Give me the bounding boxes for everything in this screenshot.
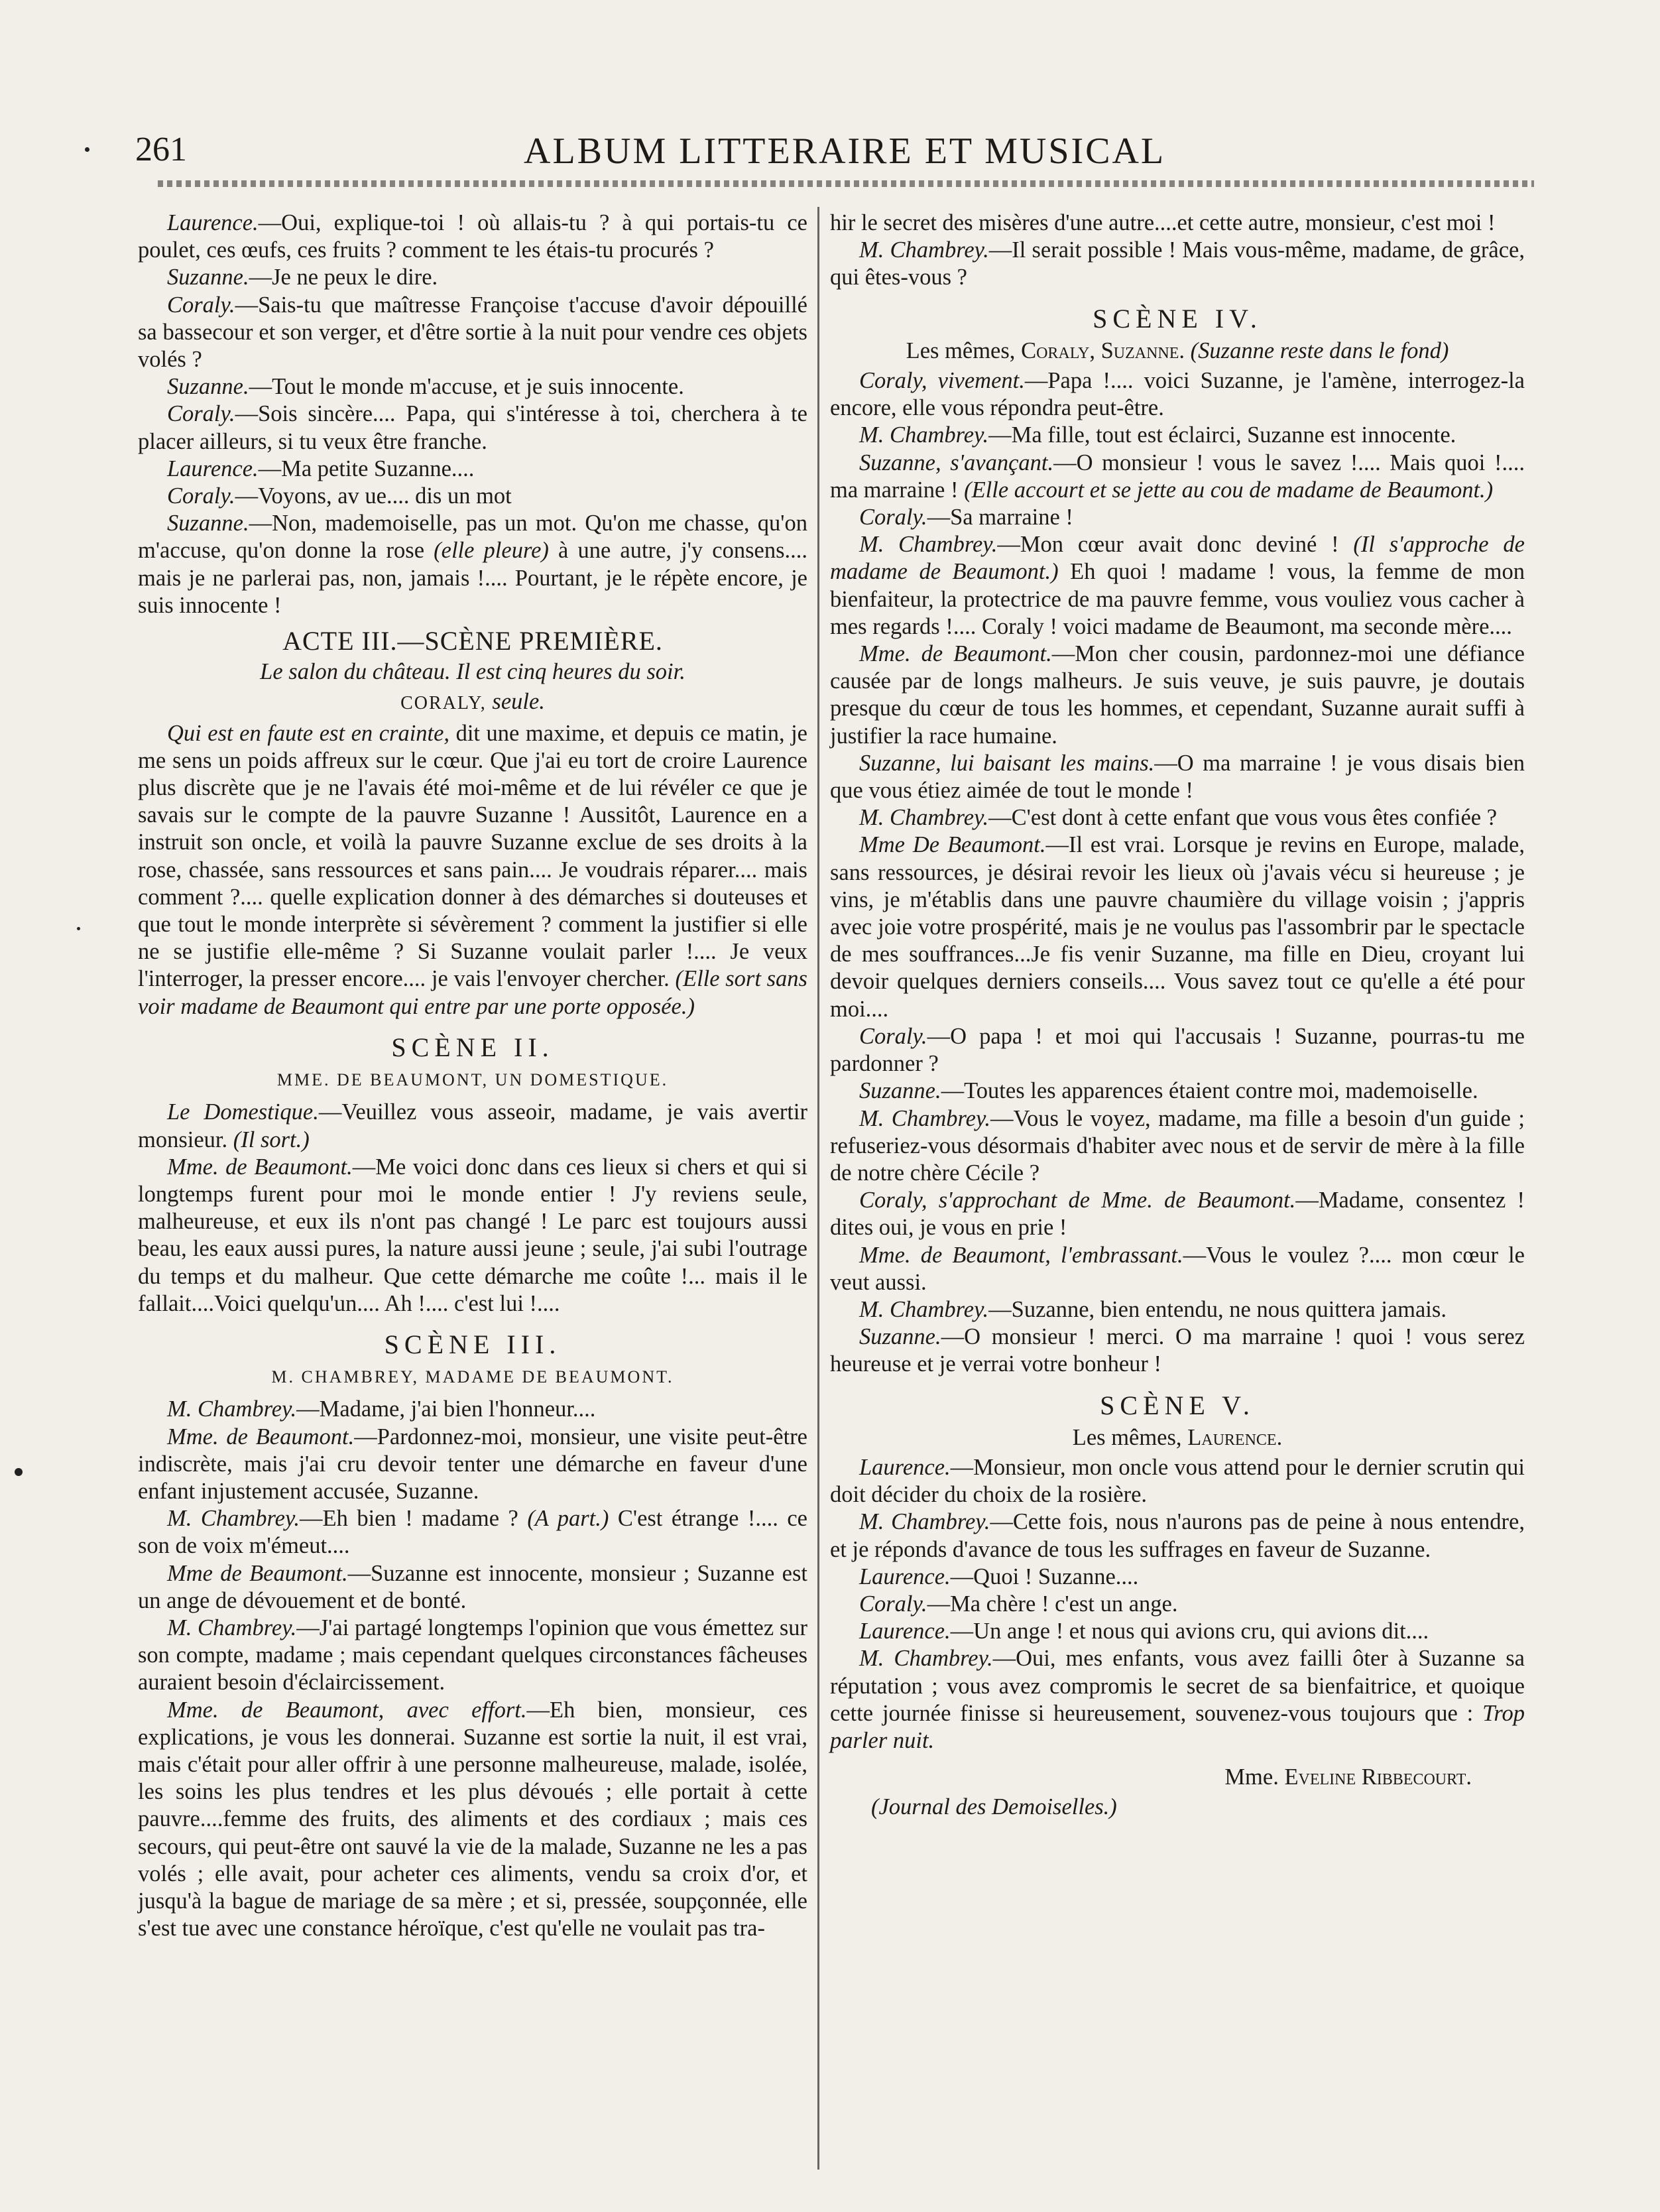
speech: —Ma fille, tout est éclairci, Suzanne est innocente. [988, 422, 1456, 448]
scene-cast: MME. DE BEAUMONT, UN DOMESTIQUE. [276, 1070, 669, 1090]
speaker: M. Chambrey. [167, 1396, 297, 1422]
dialogue-line [830, 1618, 1525, 1645]
speech: —Il est vrai. Lorsque je revins en Europe, malade, sans ressources, je désirai revoir les lieux où j'avais vécu si heureuse ; je vins, je m'établis dans une pauvre chaumière du village voisin ; j'appris avec joie votre prospérité, mais je ne voulus pas l'assombrir par le spectacle de mes souffrances...Je fis venir Suzanne, ma fille en Dieu, croyant lui devoir quelques derniers conseils.... Vous savez tout ce qu'elle a été pour moi.... [830, 832, 1525, 1022]
speech: —Ma petite Suzanne.... [258, 456, 475, 481]
speaker: Le Domestique. [167, 1099, 319, 1125]
author-title: Mme. [1224, 1764, 1285, 1790]
speech: —Oui, explique-toi ! où allais-tu ? à qui portais-tu ce poulet, ces œufs, ces fruits ? comment te les étais-tu procurés ? [138, 210, 807, 263]
stage-direction: (Elle sort sans voir madame de Beaumont qui entre par une porte opposée.) [138, 966, 807, 1019]
speech: —O monsieur ! vous le savez !.... Mais quoi !.... ma marraine ! [830, 450, 1525, 503]
dialogue-line [830, 1077, 1525, 1105]
speaker: M. Chambrey. [859, 532, 998, 558]
continued-text: hir le secret des misères d'une autre....et cette autre, monsieur, c'est moi ! [830, 210, 1496, 235]
dialogue-line [138, 510, 807, 619]
speech: —Sais-tu que maîtresse Françoise t'accuse d'avoir dépouillé sa bassecour et son verger, et d'être sortie à la nuit pour vendre ces objets volés ? [138, 292, 807, 373]
speech: —Suzanne est innocente, monsieur ; Suzanne est un ange de dévouement et de bonté. [138, 1560, 807, 1613]
speaker: Laurence. [859, 1454, 951, 1480]
dialogue-line [830, 1242, 1525, 1296]
right-column [830, 210, 1525, 1821]
dialogue-line [830, 422, 1525, 449]
speech: —Eh bien ! madame ? [300, 1506, 528, 1532]
dialogue-line [138, 1615, 807, 1697]
act-cast [138, 688, 807, 717]
dialogue-line [830, 1023, 1525, 1077]
speaker: Laurence. [859, 1619, 951, 1644]
speaker: Coraly. [167, 483, 235, 509]
dialogue-line [830, 641, 1525, 750]
stage-direction: (Il sort.) [233, 1127, 310, 1152]
scene-heading: SCÈNE V. [1100, 1390, 1255, 1420]
speaker: Suzanne. [859, 1324, 941, 1350]
speech: —Sois sincère.... Papa, qui s'intéresse à toi, cherchera à te placer ailleurs, si tu veux être franche. [138, 401, 807, 454]
speech: —Mon cœur avait donc deviné ! [997, 532, 1354, 558]
dialogue-line [830, 750, 1525, 804]
speech: —Vous le voulez ?.... mon cœur le veut aussi. [830, 1242, 1525, 1295]
cast-prefix: Les mêmes, [1072, 1424, 1188, 1450]
dialogue-line [830, 1187, 1525, 1241]
column-divider [817, 207, 819, 2170]
dialogue-line [138, 1505, 807, 1560]
speech: —Un ange ! et nous qui avions cru, qui avions dit.... [950, 1619, 1429, 1644]
speech: —Sa marraine ! [927, 505, 1073, 530]
ink-speck [15, 1468, 23, 1476]
source-credit: (Journal des Demoiselles.) [871, 1794, 1117, 1820]
dialogue-line [830, 1105, 1525, 1188]
speaker: Laurence. [859, 1564, 951, 1589]
page-number: 261 [135, 131, 187, 168]
scene-heading: SCÈNE III. [384, 1329, 562, 1359]
speech: —Non, mademoiselle, pas un mot. Qu'on me chasse, qu'on m'accuse, qu'on donne la rose [138, 511, 807, 564]
act-setting: Le salon du château. Il est cinq heures du soir. [260, 659, 685, 685]
speaker: Coraly. [859, 505, 927, 530]
speech: —O papa ! et moi qui l'accusais ! Suzanne, pourras-tu me pardonner ? [830, 1023, 1525, 1077]
stage-direction: (elle pleure) [434, 538, 549, 564]
dialogue-line [138, 292, 807, 374]
speech: C'est étrange !.... ce son de voix m'émeut.... [138, 1506, 807, 1559]
cast-name: CORALY, [400, 693, 487, 714]
speech: —Quoi ! Suzanne.... [950, 1564, 1139, 1589]
running-title: ALBUM LITTERAIRE ET MUSICAL [524, 131, 1166, 172]
speech: —Suzanne, bien entendu, ne nous quittera jamais. [988, 1296, 1447, 1322]
dialogue-line [830, 1508, 1525, 1563]
author-name: Eveline Ribbecourt. [1284, 1764, 1472, 1790]
dialogue-line [830, 504, 1525, 531]
scene-heading: SCÈNE II. [391, 1032, 554, 1062]
speech: —C'est dont à cette enfant que vous vous êtes confiée ? [988, 805, 1498, 831]
dialogue-line [138, 373, 807, 400]
speaker: Coraly. [859, 1023, 927, 1049]
dialogue-line [138, 1424, 807, 1506]
dialogue-line [830, 1454, 1525, 1508]
speech: —Papa !.... voici Suzanne, je l'amène, interrogez-la encore, elle vous répondra peut-être. [830, 368, 1525, 421]
speech: à une autre, j'y consens.... mais je ne parlerai pas, non, jamais !.... Pourtant, je le répète encore, je suis innocente ! [138, 538, 808, 618]
ink-speck [85, 147, 89, 152]
speech: —Je ne peux le dire. [249, 265, 438, 290]
dialogue-line [138, 1154, 807, 1318]
speech: —Pardonnez-moi, monsieur, une visite peut-être indiscrète, mais j'ai cru devoir tenter une démarche en faveur d'une enfant injustement accusée, Suzanne. [138, 1424, 807, 1504]
speaker: Mme de Beaumont. [167, 1560, 348, 1586]
speaker: M. Chambrey. [859, 1509, 990, 1535]
speaker: Laurence. [167, 456, 259, 481]
speaker: Laurence. [167, 210, 259, 235]
speech: —Cette fois, nous n'aurons pas de peine à nous entendre, et je réponds d'avance de tous les suffrages en faveur de Suzanne. [830, 1509, 1525, 1562]
speech: dit une maxime, et depuis ce matin, je me sens un poids affreux sur le cœur. Que j'ai eu tort de croire Laurence plus discrète que je ne l'avais été moi-même et de lui révéler ce que je savais sur le compte de la pauvre Suzanne ! Aussitôt, Laurence en a instruit son oncle, et voilà la pauvre Suzanne exclue de ses droits à la rose, chassée, sans ressources et sans pain.... Je voudrais réparer.... mais comment ?.... quelle explication donner à des démarches si douteuses et que tout le monde interprète si sévèrement ? comment la justifier si elle ne se justifie elle-même ? Si Suzanne voulait parler !.... Je veux l'interroger, la presser encore.... je vais l'envoyer chercher. [138, 720, 807, 992]
stage-direction: (Il s'approche de madame de Beaumont.) [830, 532, 1525, 585]
speaker: Mme. de Beaumont, l'embrassant. [859, 1242, 1183, 1268]
speaker: Suzanne. [859, 1078, 941, 1104]
speaker: Suzanne, lui baisant les mains. [859, 750, 1155, 776]
speech: —O ma marraine ! je vous disais bien que vous étiez aimée de tout le monde ! [830, 750, 1525, 804]
act-heading: ACTE III.—SCÈNE PREMIÈRE. [282, 626, 663, 656]
speech: —Vous le voyez, madame, ma fille a besoin d'un guide ; refuseriez-vous désormais d'habiter avec nous et de servir de mère à la fille de notre chère Cécile ? [830, 1105, 1525, 1186]
speaker: M. Chambrey. [859, 805, 989, 831]
speech: —Monsieur, mon oncle vous attend pour le dernier scrutin qui doit décider du choix de la rosière. [830, 1454, 1525, 1508]
dialogue-line [830, 237, 1525, 291]
speaker: Mme. de Beaumont. [167, 1154, 353, 1180]
speech: —Voyons, av ue.... dis un mot [235, 483, 512, 509]
cast-names: Laurence. [1187, 1424, 1283, 1450]
scene-heading: SCÈNE IV. [1093, 303, 1262, 334]
stage-direction: (Elle accourt et se jette au cou de madame de Beaumont.) [964, 477, 1494, 503]
header-rule [158, 180, 1534, 187]
speech: —Tout le monde m'accuse, et je suis innocente. [249, 374, 684, 400]
dialogue-line [830, 1645, 1525, 1754]
speech: —Toutes les apparences étaient contre moi, mademoiselle. [941, 1078, 1478, 1104]
dialogue-line [138, 483, 807, 510]
speaker: Mme De Beaumont. [859, 832, 1046, 858]
speaker: Mme. de Beaumont. [167, 1424, 355, 1449]
dialogue-line [830, 450, 1525, 504]
speech: —Oui, mes enfants, vous avez failli ôter à Suzanne sa réputation ; vous avez compromis le secret de sa bienfaitrice, et quoique cette journée finisse si heureusement, souvenez-vous toujours que : [830, 1646, 1525, 1726]
speaker: Coraly, vivement. [859, 368, 1025, 394]
speaker: Mme. de Beaumont, avec effort. [167, 1697, 527, 1723]
speaker: Suzanne. [167, 374, 249, 400]
speaker: M. Chambrey. [859, 1105, 990, 1131]
speaker: Suzanne. [167, 511, 249, 536]
dialogue-line [138, 1560, 807, 1615]
dialogue-line [830, 804, 1525, 831]
scene-cast [830, 338, 1525, 365]
dialogue-line [830, 1323, 1525, 1378]
dialogue-line [138, 1697, 807, 1943]
speaker: Coraly. [167, 401, 235, 427]
scene-cast: M. CHAMBREY, MADAME DE BEAUMONT. [271, 1367, 674, 1387]
dialogue-line [830, 831, 1525, 1022]
dialogue-line [830, 531, 1525, 641]
speech: —Il serait possible ! Mais vous-même, madame, de grâce, qui êtes-vous ? [830, 237, 1525, 290]
author-signature [830, 1764, 1525, 1791]
speech: —Eh bien, monsieur, ces explications, je vous les donnerai. Suzanne est sortie la nuit, il est vrai, mais c'était pour aller offrir à une personne malheureuse, malade, isolée, les soins les plus tendres et les plus dévoués ; elle portait à cette pauvre....femme des fruits, des aliments et des cordiaux ; mais ces secours, qui peut-être ont sauvé la vie de la malade, Suzanne ne les a pas volés ; elle avait, pour acheter ces aliments, vendu sa croix d'or, et jusqu'à la bague de mariage de sa mère ; et si, pressée, soupçonnée, elle s'est tue avec une constance héroïque, c'est qu'elle ne voulait pas tra- [138, 1697, 807, 1941]
dialogue-line [138, 210, 807, 264]
scene-cast [830, 1424, 1525, 1451]
dialogue-line [830, 1564, 1525, 1591]
dialogue-line [138, 400, 807, 455]
speaker: M. Chambrey. [859, 237, 989, 263]
cast-names: Coraly, Suzanne. [1021, 338, 1185, 363]
speaker: M. Chambrey. [859, 1296, 989, 1322]
dialogue-line [138, 1396, 807, 1423]
speaker: Coraly. [859, 1591, 927, 1617]
speaker: Suzanne, s'avançant. [859, 450, 1054, 475]
speech: —Madame, consentez ! dites oui, je vous en prie ! [830, 1188, 1525, 1241]
dialogue-line [830, 1296, 1525, 1323]
speaker: Coraly, s'approchant de Mme. de Beaumont. [859, 1188, 1296, 1213]
speech: —O monsieur ! merci. O ma marraine ! quoi ! vous serez heureuse et je verrai votre bonheur ! [830, 1324, 1525, 1377]
speech: —Madame, j'ai bien l'honneur.... [296, 1396, 596, 1422]
stage-direction: (A part.) [527, 1506, 609, 1532]
speech: —Mon cher cousin, pardonnez-moi une défiance causée par de longs malheurs. Je suis veuve, je suis pauvre, je doutais presque du cœur de tous les hommes, et cependant, Suzanne aurait suffi à justifier la race humaine. [830, 641, 1525, 749]
dialogue-line [138, 456, 807, 483]
speech: —Ma chère ! c'est un ange. [927, 1591, 1178, 1617]
stage-direction: (Suzanne reste dans le fond) [1185, 338, 1449, 363]
speaker: M. Chambrey. [167, 1506, 300, 1532]
moral: Trop parler nuit. [830, 1700, 1525, 1753]
speaker: Coraly. [167, 292, 235, 318]
speech: Eh quoi ! madame ! vous, la femme de mon bienfaiteur, la protectrice de ma pauvre femme, vous vouliez vous cacher à mes regards !.... Coraly ! voici madame de Beaumont, ma seconde mère.... [830, 559, 1525, 639]
speech: —Me voici donc dans ces lieux si chers et qui si longtemps furent pour moi le monde entier ! J'y reviens seule, malheureuse, et eux ils n'ont pas changé ! Le parc est toujours aussi beau, les eaux aussi pures, la nature aussi jeune ; seule, j'ai subi l'outrage du temps et du malheur. Que cette démarche me coûte !... mais il le fallait....Voici quelqu'un.... Ah !.... c'est lui !.... [138, 1154, 807, 1316]
speaker: Mme. de Beaumont. [859, 641, 1052, 667]
cast-note: seule. [486, 689, 545, 715]
left-column [138, 210, 807, 1942]
speaker: Suzanne. [167, 265, 249, 290]
dialogue-line [830, 367, 1525, 422]
speech: —J'ai partagé longtemps l'opinion que vous émettez sur son compte, madame ; mais cependant quelques circonstances fâcheuses auraient besoin d'éclaircissement. [138, 1615, 807, 1695]
ink-speck [77, 927, 80, 930]
dialogue-line [830, 1591, 1525, 1618]
dialogue-line [138, 1099, 807, 1153]
speaker: M. Chambrey. [167, 1615, 297, 1640]
maxim: Qui est en faute est en crainte, [167, 720, 450, 746]
monologue [138, 720, 807, 1020]
speaker: M. Chambrey. [859, 422, 989, 448]
speech: —Veuillez vous asseoir, madame, je vais avertir monsieur. [138, 1099, 807, 1152]
dialogue-line [138, 264, 807, 291]
cast-prefix: Les mêmes, [906, 338, 1022, 363]
speaker: M. Chambrey. [859, 1646, 993, 1672]
